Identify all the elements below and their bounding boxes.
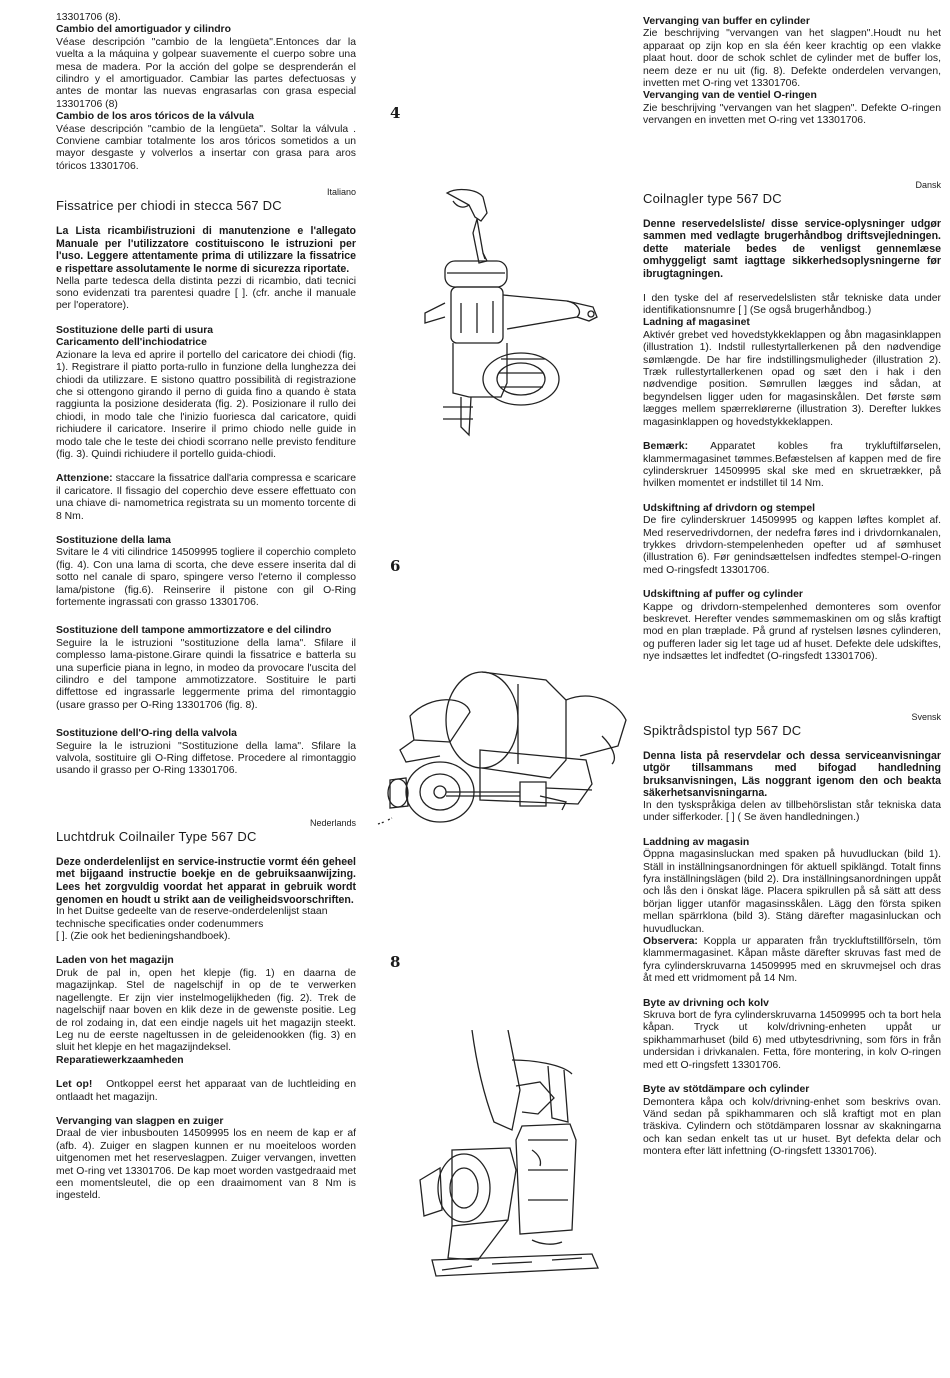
- paragraph: Draal de vier inbusbouten 14509995 los en neem de kap er af (afb. 4). Zuiger en slagpen kunnen er nu moeiteloos worden uitgenomen met het reserveslagpen. Zuiger vervangen, invetten met O-ring vet 13301706. De kap moet worden vastgedraaid met een momentsleutel, die op een draaimoment van 8 Nm is ingesteld.: [56, 1128, 356, 1202]
- section-heading: Laddning av magasin: [643, 836, 750, 848]
- intro-paragraph: La Lista ricambi/istruzioni di manutenzione e l'allegato Manuale per l'utilizzatore costituiscono le istruzioni per l'uso. Leggere attentamente prima di utilizzare la fissatrice e rispettare assolutamente le norme di sicurezza riportate.: [56, 225, 356, 276]
- section-heading: Udskiftning af puffer og cylinder: [643, 589, 803, 601]
- language-label: Italiano: [326, 187, 356, 198]
- paragraph: Demontera kåpa och kolv/drivning-enhet som beskrivs ovan. Vänd sedan på spikhammaren och slå kraftigt mot en plan träskiva. Cylindern och stötdämparen lossnar av skakningarna och kan sedan enkelt tas ut ur huset. Byt defekta delar och montera efter lätt infettning (O-ringsfett 13301706).: [643, 1096, 941, 1158]
- note-text: Apparatet kobles fra trykluftilførselen, klammermagasinet tømmes.Befæstelsen af kappen med de fire cylinderskruer 14509995 skal ske med en skruetrækker, på hvilken momentet er indstillet til 14 Nm.: [643, 441, 941, 490]
- section-title: Coilnagler type 567 DC: [643, 190, 782, 206]
- note-paragraph: [643, 936, 941, 986]
- paragraph: Véase descripción "cambio de la lengüeta".Entonces dar la vuelta a la máquina y golpear suavemente el cuerpo sobre una mesa de madera. Por la acción del golpe se desprenderán el cilindro y el amortiguador. Cambiar las partes defectuosas y antes de montar las nuevas engrasarlas con grasa especial 13301706 (8): [56, 36, 356, 110]
- paragraph: 13301706 (8).: [56, 12, 121, 23]
- warning-text: staccare la fissatrice dall'aria compressa e scaricare il caricatore. Il fissagio del coperchio deve essere effettuato con una chiave di- namometrica registrata su un momento torcente di 8 Nm.: [56, 473, 357, 522]
- warning-label: Let op!: [56, 1079, 93, 1091]
- paragraph: Öppna magasinsluckan med spaken på huvudluckan (bild 1). Ställ in inställningsanordningen för aktuell spiklängd. Totalt finns fyra inställningslägen (bild 2). Dra inställningsanordningen uppåt och lås den i önskat läge. Placera spikrullen på så sätt att dess början ligger utanför magasinsskålen. Lägg den första spiken mellan spärrklona (bild 3). Stäng därefter magasinluckan och huvudluckan.: [643, 849, 941, 935]
- section-heading: Udskiftning af drivdorn og stempel: [643, 502, 816, 514]
- section-heading: Sostituzione della lama: [56, 534, 171, 546]
- intro-paragraph: Denne reservedelsliste/ disse service-oplysninger udgør sammen med vedlagte brugerhåndbog driftsvejledningen. dette materiale bedes de venligst gennemlæse omhyggeligt samt iagttage sikkerhedsoplysningerne før ibrugtagningen.: [643, 217, 941, 281]
- section-heading: Sostituzione dell'O-ring della valvola: [56, 728, 237, 740]
- intro-paragraph: Deze onderdelenlijst en service-instructie vormt één geheel met bijgaand instructie boekje en de gebruiksaanwijzing. Lees het zorgvuldig voordat het apparat in gebruik wordt genomen en houdt u strikt aan de veiligheidsvoorschriften.: [56, 855, 356, 906]
- paragraph: Skruva bort de fyra cylinderskruvarna 14509995 och ta bort hela kåpan. Tryck ut kolv/drivning-enheten uppåt ur spikhammarhuset (bild 6) med utbytesdrivning, som förs in från undersidan i drivkanalen. Fetta, före montering, in kolv O-ringen med ett O-ringsfett 13301706.: [643, 1010, 941, 1071]
- section-heading: Reparatiewerkzaamheden: [56, 1054, 184, 1066]
- section-title: Luchtdruk Coilnailer Type 567 DC: [56, 828, 257, 844]
- dutch-section: [56, 818, 356, 1203]
- warning-text: Ontkoppel eerst het apparaat van de luchtleiding en ontlaadt het magazijn.: [56, 1079, 356, 1103]
- figure-number: 4: [390, 104, 401, 122]
- paragraph: I den tyske del af reservedelslisten står tekniske data under identifikationsnumre [ ] (Se også brugerhåndbog.): [643, 292, 941, 317]
- section-heading: Vervanging van buffer en cylinder: [643, 16, 810, 27]
- warning-paragraph: [56, 1079, 356, 1104]
- piston-removal-illustration: [370, 660, 635, 850]
- paragraph: Svitare le 4 viti cilindrice 14509995 togliere il coperchio completo (fig. 4). Con una lama di scorta, che deve essere inserita dal di sotto nel canale di sparo, spingere verso l'eterno il complesso lama/pistone (fig.6). Reinserire il pistone con gil O-Ring fortemente ingrassati con grasso 13301706.: [56, 547, 356, 608]
- subsection-heading: Caricamento dell'inchiodatrice: [56, 337, 207, 349]
- paragraph: In den tyskspråkiga delen av tillbehörslistan står tekniska data under sifferkoder. [ ] ( Se även handledningen.): [643, 799, 941, 824]
- paragraph: Azionare la leva ed aprire il portello del caricatore dei chiodi (fig. 1). Registrare il piatto porta-rullo in funzione della lunghezza dei chiodi da utilizzare. E sistono quattro possibilità di registrazione che si ottengono girando il perno di guida fino a quando è stata raggiunta la posizione desiderata (fig. 2). Posizionare il rullo dei chiodi, in modo tale che l'inizio fuoriesca dal caricatore, quidi richiudere il caricatore. Inserire il primo chiodo nelle guide in modo tale che le teste dei chiodi scorrano nelle previsto fenditure (fig. 3). Quindi richiudere il portello guida-chiodi.: [56, 349, 356, 460]
- paragraph: Véase descripción "cambio de la lengüeta". Soltar la válvula . Conviene cambiar totalmente los aros tóricos sometidos a un mayor desgaste y volverlos a insertar con grasa para aros tóricos 13301706.: [56, 123, 356, 172]
- paragraph: Seguire la le istruzioni "Sostituzione della lama". Sfilare la valvola, sostituire gli O-Ring diffetose. Procedere al rimontaggio usando il grasso per O-Ring 13301706.: [56, 740, 356, 777]
- section-heading: Sostituzione dell tampone ammortizzatore e del cilindro: [56, 625, 332, 637]
- section-title: Fissatrice per chiodi in stecca 567 DC: [56, 198, 282, 214]
- section-heading: Cambio del amortiguador y cilindro: [56, 24, 231, 36]
- paragraph: Aktivér grebet ved hovedstykkeklappen og åbn magasinklappen (illustration 1). Indstil rullestyrtallerkenen på den nødvendige sømlængde. De har fire indstillingsmuligheder (illustration 2). Træk rullestyrtallerkenen opad og sæt den i hak i den nødvendige position. Sømrullen lægges ind sådan, at begyndelsen ligger uden for magasinskålen. Det første søm lægges mellem spærreklørerne (illustration 3). Derefter lukkes magasinklappen og hovedstykkeklappen.: [643, 329, 941, 428]
- language-label: Dansk: [915, 179, 941, 190]
- illustration-column: [362, 0, 637, 1378]
- paragraph: Nella parte tedesca della distinta pezzi di ricambio, dati tecnici sono evidenzati tra parentesi quadre [ ]. (cfr. anche il manuale per l'operatore).: [56, 275, 356, 312]
- swedish-section: [643, 712, 941, 1159]
- section-heading: Vervanging van de ventiel O-ringen: [643, 90, 817, 102]
- dutch-section-tail: [643, 16, 941, 128]
- figure-number: 8: [390, 953, 401, 971]
- note-label: Bemærk:: [643, 441, 689, 453]
- section-title: Spiktrådspistol typ 567 DC: [643, 722, 802, 738]
- paragraph: In het Duitse gedeelte van de reserve-onderdelenlijst staan technische specificaties onder codenummers: [56, 906, 328, 930]
- warning-label: Attenzione:: [56, 473, 113, 485]
- nailer-cap-removal-illustration: [417, 183, 617, 453]
- paragraph: De fire cylinderskruer 14509995 og kappen løftes komplet af. Med reservedrivdornen, der nedefra føres ind i drivdornkanalen, trykkes drivdorn-stempelenheden opefter ud af sømhuset (illustration 6). Før genindsættelsen indfedtes stempel-O-ringen med O-ringsfedt 13301706.: [643, 515, 941, 576]
- note-label: Observera:: [643, 936, 698, 948]
- paragraph: Kappe og drivdorn-stempelenhed demonteres som ovenfor beskrevet. Herefter vendes sømmemaskinen om og slås kraftigt mod en plan træplade. På grund af rystelsen løsnes cylinderen, og pufferen lader sig let tage ud af huset. Defekte dele udskiftes, nye indsættes let indfedtet (O-ringsfedt 13301706).: [643, 601, 941, 663]
- section-heading: Ladning af magasinet: [643, 317, 750, 329]
- note-paragraph: [643, 441, 941, 491]
- spanish-section-tail: [56, 12, 356, 173]
- italian-section: [56, 187, 356, 778]
- note-text: Koppla ur apparaten från tryckluftstillförseln, töm klammermagasinet. Kåpan måste därefter skruvas fast med de fyra cylinderskruvarna 14509995 med en skruvmejsel och dras åt med ett vridmoment på 14 Nm.: [643, 936, 941, 985]
- section-heading: Sostituzione delle parti di usura: [56, 324, 214, 336]
- section-heading: Cambio de los aros tóricos de la válvula: [56, 111, 255, 123]
- danish-section: [643, 180, 941, 664]
- paragraph: Zie beschrijving "vervangen van het slagpen". Defekte O-ringen vervangen en invetten met O-ring vet 13301706.: [643, 102, 941, 127]
- language-label: Svensk: [911, 711, 941, 722]
- section-heading: Laden von het magazijn: [56, 955, 174, 967]
- warning-paragraph: [56, 473, 356, 523]
- left-column: [56, 12, 356, 1203]
- language-label: Nederlands: [309, 817, 356, 828]
- cylinder-removal-illustration: [412, 1030, 612, 1290]
- paragraph: Seguire la le istruzioni "sostituzione della lama". Sfilare il complesso lama-pistone.Girare quindi la fissatrice e batterla su una superficie piana in legno, in modeo da provocare l'uscita del cilindro e del tampone ammotizzatore. Sostituire le parti diffettose ed ingrassarle leggermente prima del rimontaggio (usare grasso per O-Ring 13301706 (fig. 8).: [56, 637, 356, 711]
- paragraph: Zie beschrijving "vervangen van het slagpen".Houdt nu het apparaat op zijn kop en sla één keer krachtig op een vlakke plaat hout. door de schok schlet de cylinder met de buffer los, neem deze er nu uit (fig. 8). Defekte onderdelen vervangen, invetten met O-ring vet 13301706.: [643, 28, 941, 90]
- right-column: [643, 16, 941, 1159]
- figure-number: 6: [390, 557, 401, 575]
- paragraph: [ ]. (Zie ook het bedieningshandboek).: [56, 931, 231, 943]
- intro-paragraph: Denna lista på reservdelar och dessa serviceanvisningar utgör tillsammans med bifogad handledning bruksanvisningen, Läs noggrant igenom den och beakta säkerhetsanvisningarna.: [643, 749, 941, 800]
- section-heading: Byte av drivning och kolv: [643, 997, 769, 1009]
- section-heading: Vervanging van slagpen en zuiger: [56, 1115, 224, 1127]
- paragraph: Druk de pal in, open het klepje (fig. 1) en daarna de magazijnkap. Stel de nagelschijf in op de te verwerken nagellengte. Er zijn vier instelmogelijkheden (fig. 2). Trek de nagelschijf naar boven en klik deze in de gewenste positie. Leg de rol zodaing in, dat een eindje nagels uit het magazijn steekt. Leg nu de eerste nageltussen in de geleidenookken (fig. 3) en sluit het klepje en het magazijndeksel.: [56, 967, 356, 1054]
- section-heading: Byte av stötdämpare och cylinder: [643, 1084, 810, 1096]
